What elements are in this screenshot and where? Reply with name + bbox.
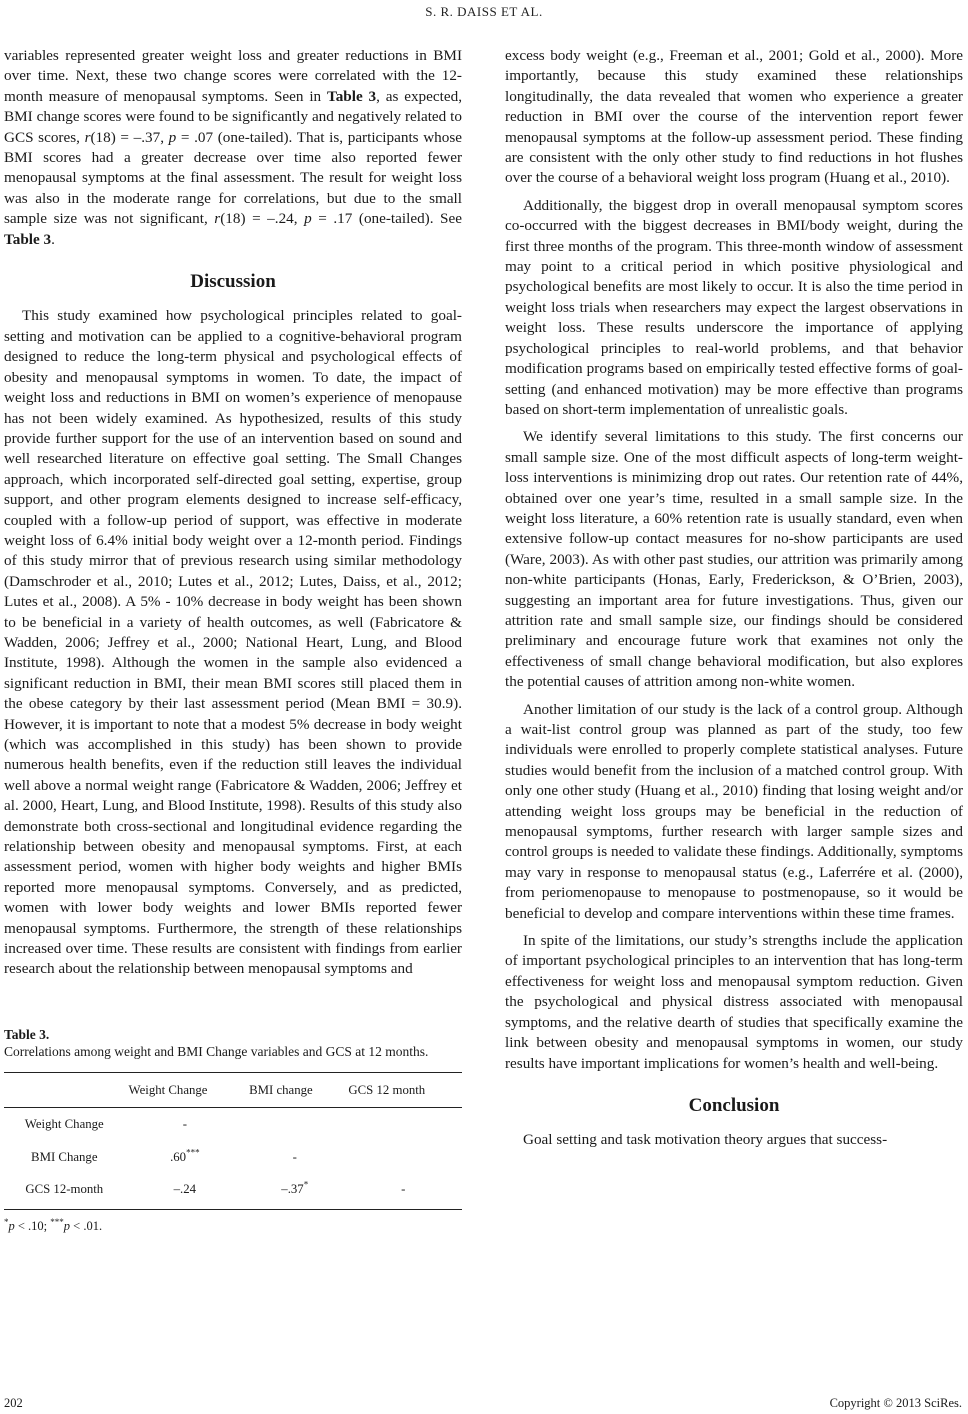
table-reference: Table 3 [326,87,377,105]
discussion-heading: Discussion [190,271,276,293]
table-header-cell [4,1072,125,1107]
table-cell [245,1108,344,1141]
table-header-cell: BMI change [245,1072,344,1107]
left-column [4,46,462,1236]
table-cell [344,1141,462,1173]
conclusion-paragraph: Goal setting and task motivation theory argues that success- [523,1131,888,1149]
table-row [4,1108,462,1141]
conclusion-heading: Conclusion [688,1094,780,1116]
text-run: , as expected, BMI change scores were found to be significantly and negatively related to GCS scores, [4,87,462,146]
right-column [505,46,963,1151]
text-run: (18) = –.37, [90,128,169,146]
stat-symbol: r [214,210,221,228]
table-cell: - [182,1117,187,1132]
row-label: BMI Change [31,1149,98,1164]
table-header-row [4,1072,462,1107]
table-cell: - [344,1173,462,1209]
text-run: = .17 (one-tailed). See [311,210,462,228]
table-cell [344,1108,462,1141]
running-head: S. R. DAISS ET AL. [425,4,543,19]
table-title: Table 3. [4,1026,50,1042]
stat-symbol: p [168,128,177,146]
results-paragraph [4,46,462,250]
text-run: (18) = –.24, [220,210,305,228]
stat-symbol: p [304,210,312,228]
body-paragraph: excess body weight (e.g., Freeman et al., 2001; Gold et al., 2000). More importantly, because this study examined these relationships longitudinally, the data revealed that women who experience a greater reduction in BMI over the course of the intervention report fewer menopausal symptoms at the follow-up assessment period. These finding are consistent with the only other study to find reductions in hot flushes over the course of a behavioral weight loss program (Huang et al., 2010). [505,47,963,187]
body-paragraph: We identify several limitations to this study. The first concerns our small sample size. One of the most difficult aspects of long-term weight-loss interventions is minimizing drop out rates. Our retention rate of 44%, obtained over one year’s time, resulted in a small sample size. In the weight loss literature, a 60% retention rate is usually standard, even when extensive follow-up contact measures for no-show participants are used (Ware, 2003). As with other past studies, our attrition was primarily among non-white participants (Honas, Early, Frederickson, & O’Brien, 2003), suggesting an important area for future investigations. Thus, given our attrition rate and small sample size, our findings should be considered preliminary and encourage future work that examines not only the effectiveness of small change behavioral modification, but also explores the potential causes of attrition among non-white women. [505,428,963,691]
table-note: *p < .10; ***p < .01. [4,1216,103,1233]
row-label: Weight Change [24,1117,104,1132]
page-number: 202 [4,1396,23,1410]
table-cell: - [292,1149,297,1164]
text-run: = .07 (one-tailed). That is, participants whose BMI scores had a greater decrease over time also reported fewer menopausal symptoms at the final assessment. The result for weight loss was also in the moderate range for correlations, but due to the small sample size was not significant, [4,128,463,228]
table-row [4,1141,462,1173]
body-paragraph: Another limitation of our study is the lack of a control group. Although a wait-list control group was planned as part of the study, too few individuals were enrolled to properly complete statistical analyses. Future studies would benefit from the inclusion of a matched control group. With only one other study (Huang et al., 2010) finding that losing weight and/or attending weight loss groups may be beneficial in the reduction of menopausal symptoms, further research with larger sample sizes and control groups is needed to validate these findings. Additionally, symptoms may vary in response to menopausal status (e.g., Laferrére et al. (2000), from periomenopause to menopause to postmenopause, so it would be beneficial to develop and compare interventions within these time frames. [505,700,963,922]
body-paragraph: Additionally, the biggest drop in overall menopausal symptom scores co-occurred with the biggest decreases in BMI/body weight, during the first three months of the program. This three-month window of assessment may point to a critical period in which positive physiological and psychological benefits are most likely to occur. It is also the time period in weight loss trials when researchers may expect the largest observations in weight loss. These results underscore the importance of applying psychological principles to real-world problems, and that behavior modification programs based on empirically tested effective forms of goal-setting (and enhanced motivation) may be more effective than programs based on short-term implementation of unrealistic goals. [505,196,963,418]
stat-symbol: r [84,128,91,146]
table-caption: Correlations among weight and BMI Change variables and GCS at 12 months. [4,1043,429,1059]
table-row [4,1173,462,1209]
table-cell: –.24 [125,1173,246,1209]
copyright-notice: Copyright © 2013 SciRes. [829,1396,962,1410]
row-label: GCS 12-month [4,1173,125,1209]
table-cell: –.37* [245,1173,344,1209]
table-cell: .60*** [170,1147,200,1164]
table-header-cell: Weight Change [125,1072,246,1107]
discussion-paragraph: This study examined how psychological principles related to goal-setting and motivation can be applied to a cognitive-behavioral program designed to reduce the long-term physical and psychological effects of obesity and menopausal symptoms in women. To date, the impact of weight loss and reductions in BMI on women’s experience of menopause has not been widely examined. As hypothesized, results of this study provide further support for the use of an intervention based on sound and well researched literature on effective goal setting. The Small Changes approach, which incorporated self-directed goal setting, expertise, group support, and other program elements designed to increase self-efficacy, coupled with a follow-up period of support, was effective in moderate weight loss of 6.4% initial body weight over a 12-month period. Findings of this study mirror that of previous research using similar methodology (Damschroder et al., 2010; Lutes et al., 2012; Lutes, Daiss, et al., 2012; Lutes et al., 2008). A 5% - 10% decrease in body weight has been shown to be beneficial in a variety of health outcomes, as well (Fabricatore & Wadden, 2006; Jeffrey et al., 2000; National Heart, Lung, and Blood Institute, 1998). Although the women in the sample also evidenced a significant reduction in BMI, their mean BMI scores still placed them in the obese category by their last assessment period (Mean BMI = 30.9). However, it is important to note that a modest 5% decrease in body weight (which was accomplished in this study) has been shown to provide numerous health benefits, even if the reduction still leaves the individual well above a normal weight range (Fabricatore & Wadden, 2006; Jeffrey et al. 2000, Heart, Lung, and Blood Institute, 1998). Results of this study also demonstrate both cross-sectional and longitudinal evidence regarding the relationship between obesity and menopausal symptoms. First, at each assessment period, women with higher body weights and higher BMIs reported more menopausal symptoms. Conversely, and as predicted, women with lower body weights and lower BMIs reported fewer menopausal symptoms. Furthermore, the strength of these relationships increased over time. These results are consistent with findings from earlier research about the relationship between menopausal symptoms and [4,307,462,978]
body-paragraph: In spite of the limitations, our study’s strengths include the application of important psychological principles to an intervention that has long-term effectiveness for weight loss and menopausal symptom reduction. Given the psychological and physical distress associated with menopausal symptoms, and the relative dearth of studies that specifically examine the link between obesity and menopausal symptoms in women, our study results have important implications for women’s health and well-being. [505,932,963,1072]
text-run: . [51,230,55,248]
table-reference: Table 3 [4,230,52,248]
text-run: variables represented greater weight loss and greater reductions in BMI over time. Next, these two change scores were correlated with the 12-month measure of menopausal symptoms. Seen in [4,47,462,105]
correlation-table [4,1072,462,1210]
table-header-cell: GCS 12 month [344,1072,462,1107]
